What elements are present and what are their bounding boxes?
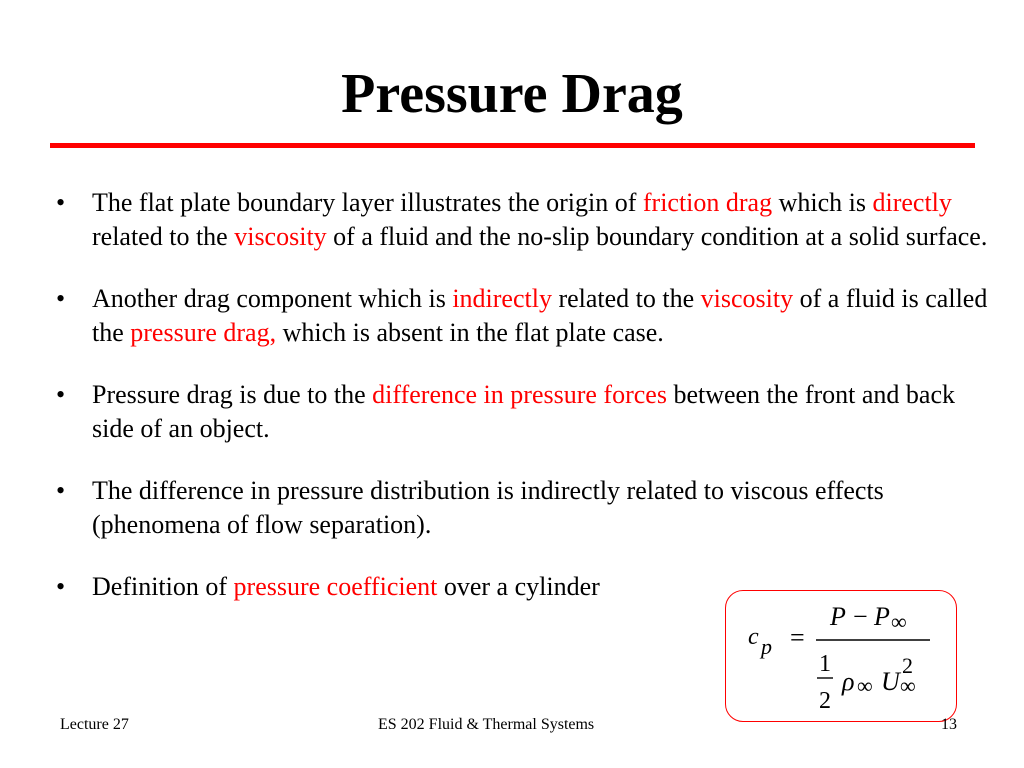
bullet-text: related to the [92, 222, 235, 251]
bullet-text: of a fluid is called the [92, 284, 988, 347]
formula-exponent: 2 [902, 653, 913, 678]
bullet-item [56, 378, 996, 446]
pressure-coefficient-formula [725, 590, 957, 722]
title-underline [50, 143, 975, 148]
bullet-text: Pressure drag is due to the [92, 380, 373, 409]
formula-c: c [748, 624, 759, 650]
bullet-icon: • [56, 380, 66, 409]
bullet-text: which is [772, 188, 873, 217]
formula-minus: − [853, 602, 868, 631]
formula-numerator-pinf: P [874, 602, 890, 631]
highlighted-term: friction drag [642, 188, 773, 217]
highlighted-term: viscosity [234, 222, 327, 251]
formula-infinity-3: ∞ [900, 673, 916, 698]
bullet-icon: • [56, 476, 66, 505]
formula-infinity-1: ∞ [891, 609, 907, 634]
bullet-text: between the front and back side of an object. [92, 380, 955, 443]
bullet-item [56, 186, 996, 254]
bullet-text: over a cylinder [437, 572, 600, 601]
highlighted-term: pressure coefficient [233, 572, 438, 601]
formula-one: 1 [819, 651, 831, 677]
footer-page-number: 13 [941, 716, 957, 733]
bullet-text: of a fluid and the no-slip boundary condition at a solid surface. [326, 222, 988, 251]
bullet-icon: • [56, 284, 66, 313]
formula-u: U [881, 667, 900, 696]
highlighted-term: directly [872, 188, 952, 217]
bullet-item [56, 282, 996, 350]
formula-numerator-p: P [830, 602, 846, 631]
footer-lecture: Lecture 27 [60, 716, 129, 733]
highlighted-term: pressure drag, [130, 318, 277, 347]
slide-title: Pressure Drag [341, 63, 683, 125]
highlighted-term: difference in pressure forces [372, 380, 667, 409]
highlighted-term: viscosity [700, 284, 794, 313]
bullet-list [56, 186, 996, 632]
bullet-text: Another drag component which is [92, 284, 453, 313]
bullet-icon: • [56, 572, 66, 601]
bullet-text: The difference in pressure distribution is indirectly related to viscous effects (phenomena of flow separation). [92, 476, 884, 539]
bullet-icon: • [56, 188, 66, 217]
formula-infinity-2: ∞ [857, 673, 873, 698]
bullet-text: Definition of [92, 572, 234, 601]
formula-subscript-p: p [761, 634, 772, 659]
formula-rho: ρ [842, 667, 855, 696]
formula-two: 2 [819, 688, 831, 714]
footer-course: ES 202 Fluid & Thermal Systems [378, 716, 595, 733]
formula-equals: = [790, 623, 805, 652]
bullet-text: related to the [551, 284, 701, 313]
bullet-item [56, 474, 996, 542]
highlighted-term: indirectly [452, 284, 552, 313]
bullet-text: which is absent in the flat plate case. [276, 318, 664, 347]
bullet-text: The flat plate boundary layer illustrates the origin of [92, 188, 643, 217]
formula-svg [726, 591, 958, 723]
